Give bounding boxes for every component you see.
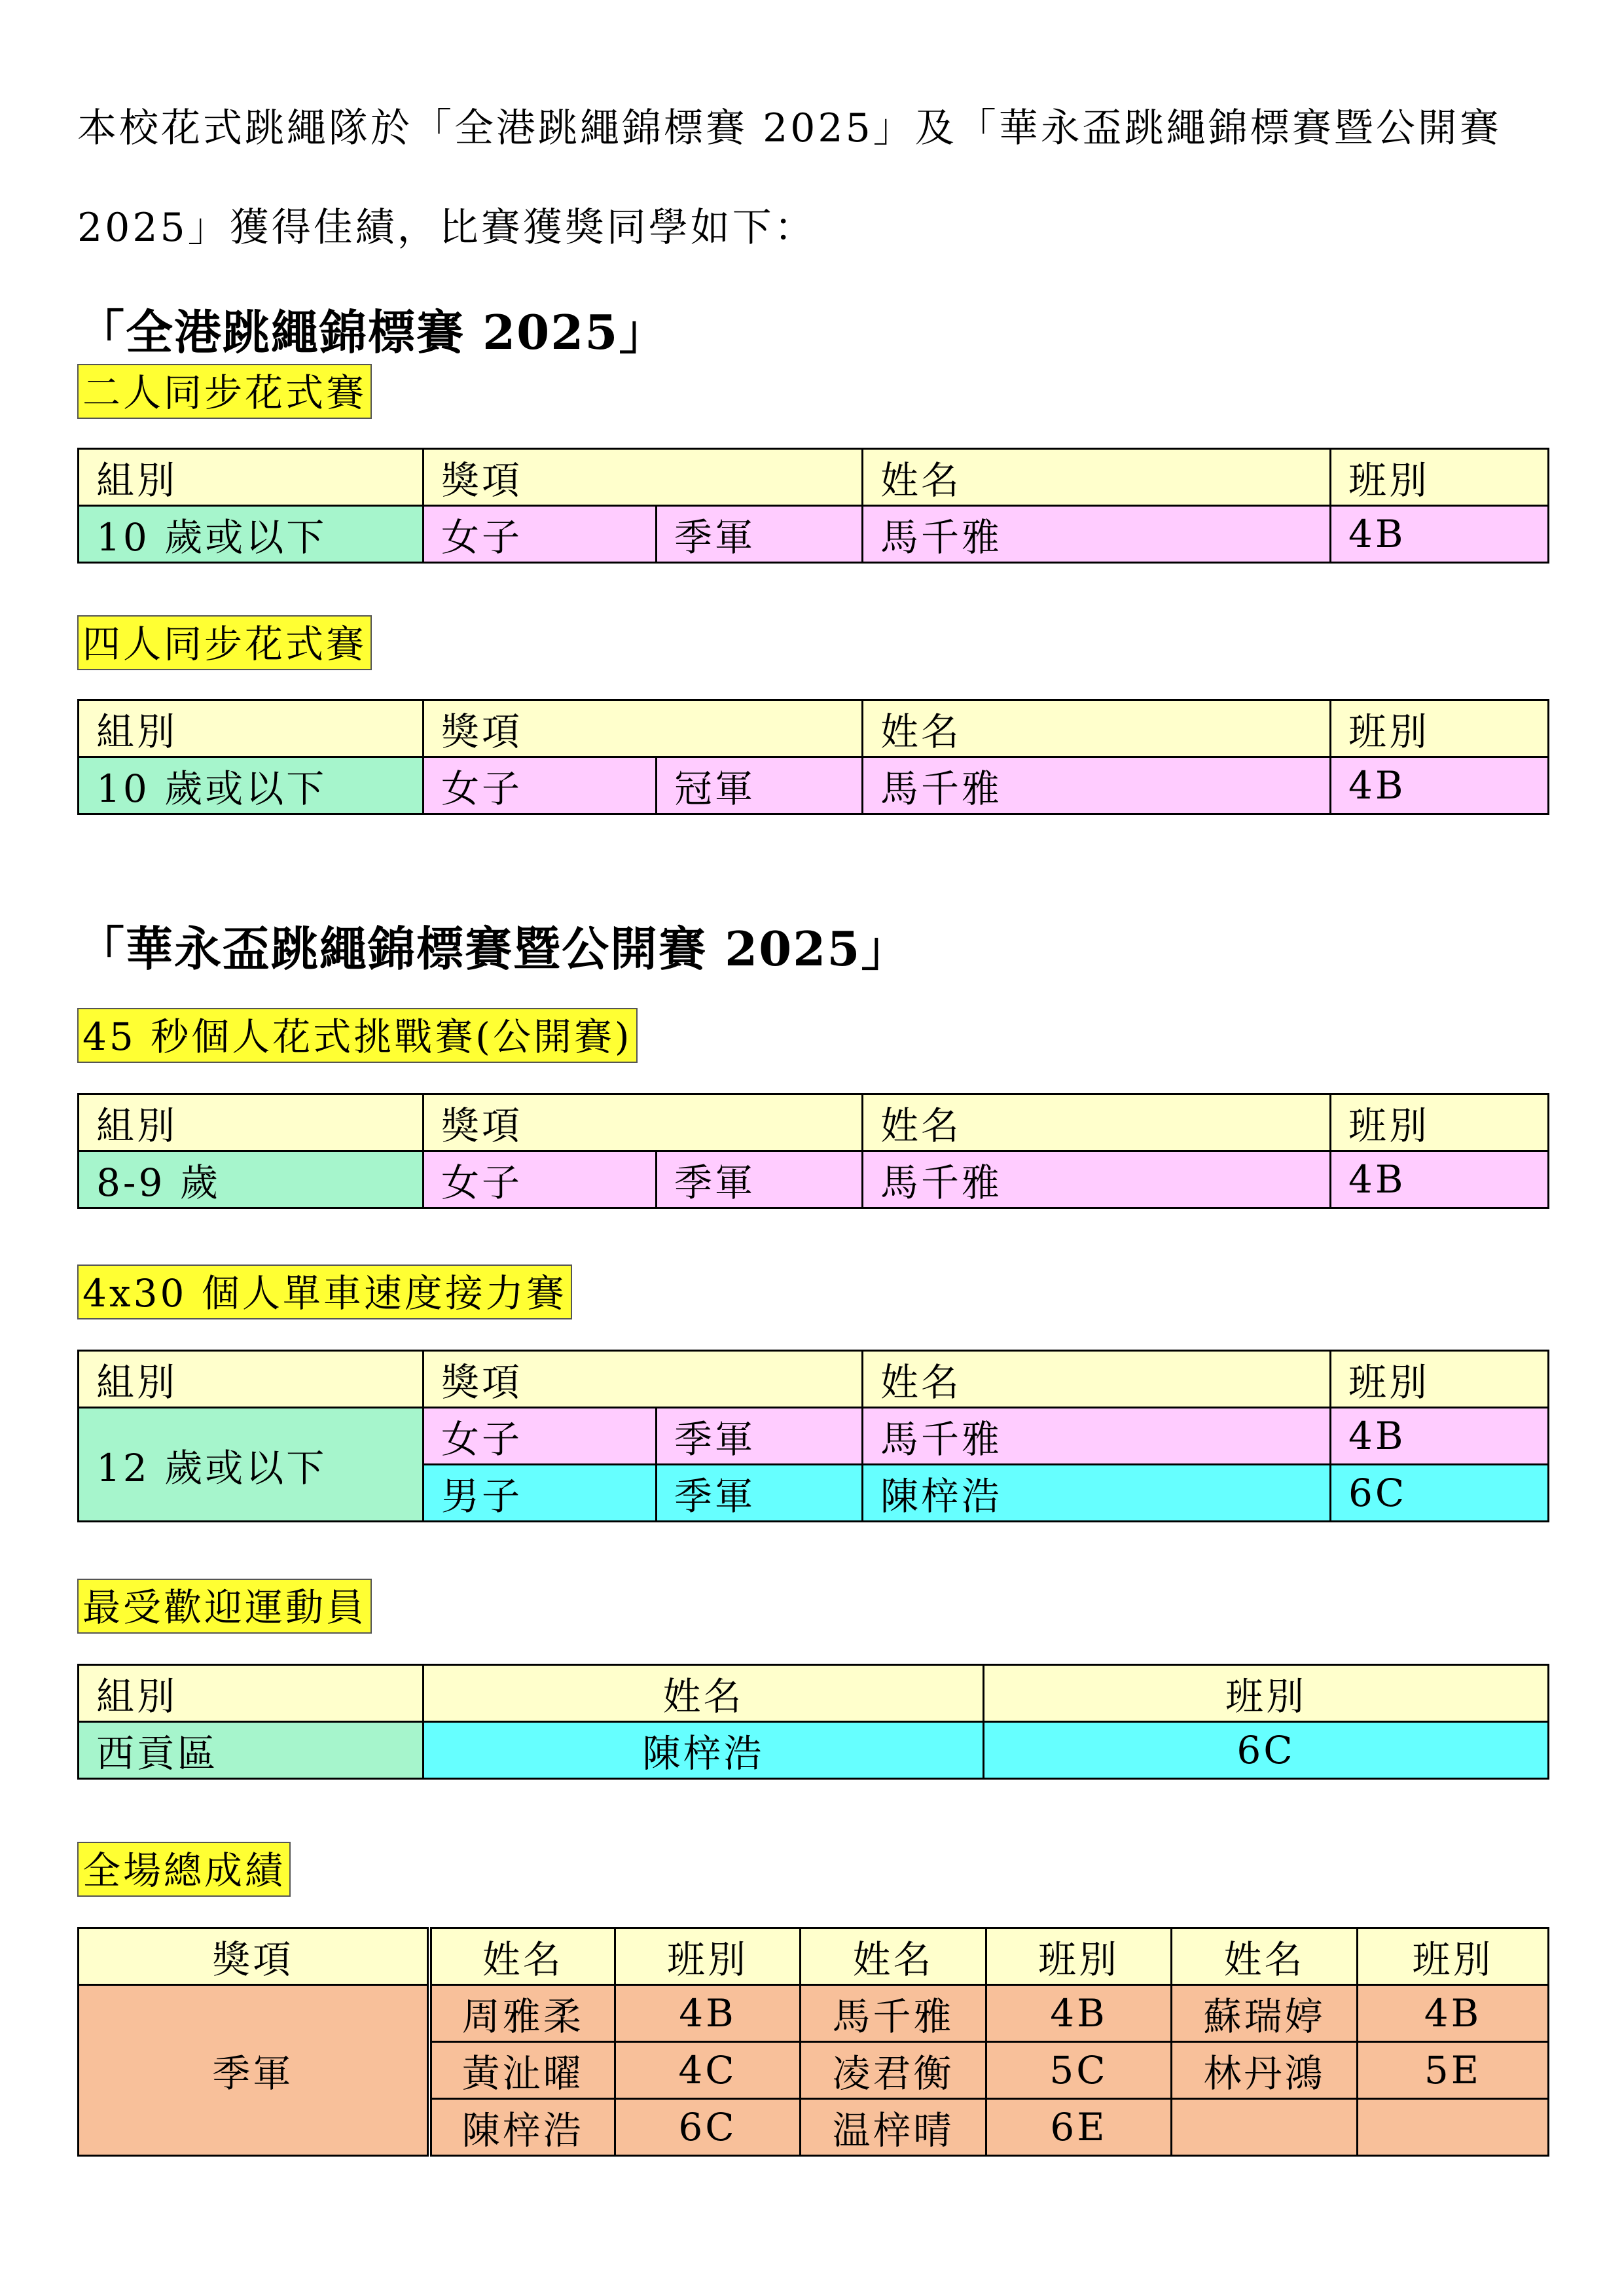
header-class: 班別	[1358, 1928, 1549, 1985]
header-name: 姓名	[863, 1094, 1331, 1151]
table-row	[79, 506, 1549, 563]
cell-group: 8-9 歲	[79, 1151, 424, 1208]
header-award: 獎項	[424, 1351, 863, 1408]
cell-group: 10 歲或以下	[79, 506, 424, 563]
section1-event2-title: 四人同步花式賽	[77, 615, 372, 670]
table-row	[79, 1985, 1549, 2042]
header-class: 班別	[1331, 1094, 1549, 1151]
cell-class: 6C	[1331, 1465, 1549, 1522]
cell-name: 林丹鴻	[1172, 2042, 1358, 2099]
cell-class: 6C	[984, 1722, 1549, 1779]
cell-class: 4C	[615, 2042, 801, 2099]
header-award: 獎項	[424, 700, 863, 757]
section1-event1-table	[77, 448, 1549, 564]
section2-event1-title: 45 秒個人花式挑戰賽(公開賽)	[77, 1008, 638, 1063]
section1-event2-table	[77, 699, 1549, 815]
cell-gender: 女子	[424, 1151, 657, 1208]
cell-award: 季軍	[657, 1151, 863, 1208]
header-award: 獎項	[79, 1928, 429, 1985]
table-header-row	[79, 1665, 1549, 1722]
header-class: 班別	[984, 1665, 1549, 1722]
intro-line-2: 2025」獲得佳績，比賽獲獎同學如下：	[77, 205, 816, 251]
header-name: 姓名	[863, 449, 1331, 506]
cell-name: 周雅柔	[429, 1985, 615, 2042]
header-name: 姓名	[1172, 1928, 1358, 1985]
header-class: 班別	[1331, 700, 1549, 757]
cell-name: 馬千雅	[801, 1985, 986, 2042]
section1-event1-title: 二人同步花式賽	[77, 364, 372, 419]
cell-class-empty	[1358, 2099, 1549, 2156]
cell-name: 馬千雅	[863, 1408, 1331, 1465]
cell-award: 季軍	[657, 506, 863, 563]
table-row	[79, 1722, 1549, 1779]
header-name: 姓名	[429, 1928, 615, 1985]
header-group: 組別	[79, 1665, 424, 1722]
table-header-row	[79, 1928, 1549, 1985]
cell-class: 4B	[1331, 1408, 1549, 1465]
cell-group: 10 歲或以下	[79, 757, 424, 814]
cell-gender: 女子	[424, 1408, 657, 1465]
cell-name: 蘇瑞婷	[1172, 1985, 1358, 2042]
section2-event3-table	[77, 1664, 1549, 1780]
cell-name: 馬千雅	[863, 757, 1331, 814]
cell-gender: 女子	[424, 506, 657, 563]
cell-class: 6E	[986, 2099, 1172, 2156]
cell-group: 西貢區	[79, 1722, 424, 1779]
table-row	[79, 1408, 1549, 1465]
section2-event1-table	[77, 1093, 1549, 1209]
cell-class: 6C	[615, 2099, 801, 2156]
header-name: 姓名	[424, 1665, 984, 1722]
table-header-row	[79, 449, 1549, 506]
cell-name: 馬千雅	[863, 506, 1331, 563]
section2-event3-title: 最受歡迎運動員	[77, 1579, 372, 1634]
cell-name: 馬千雅	[863, 1151, 1331, 1208]
table-header-row	[79, 1351, 1549, 1408]
header-award: 獎項	[424, 1094, 863, 1151]
cell-award: 季軍	[79, 1985, 429, 2156]
header-class: 班別	[1331, 1351, 1549, 1408]
header-name: 姓名	[863, 700, 1331, 757]
header-group: 組別	[79, 1351, 424, 1408]
cell-class: 4B	[1358, 1985, 1549, 2042]
table-row	[79, 1151, 1549, 1208]
header-group: 組別	[79, 449, 424, 506]
cell-class: 5E	[1358, 2042, 1549, 2099]
table-header-row	[79, 700, 1549, 757]
table-header-row	[79, 1094, 1549, 1151]
cell-award: 冠軍	[657, 757, 863, 814]
cell-class: 4B	[1331, 506, 1549, 563]
header-award: 獎項	[424, 449, 863, 506]
cell-gender: 男子	[424, 1465, 657, 1522]
cell-group: 12 歲或以下	[79, 1408, 424, 1522]
cell-name: 陳梓浩	[863, 1465, 1331, 1522]
header-class: 班別	[1331, 449, 1549, 506]
cell-gender: 女子	[424, 757, 657, 814]
header-group: 組別	[79, 700, 424, 757]
cell-name: 黃沚曜	[429, 2042, 615, 2099]
cell-name-empty	[1172, 2099, 1358, 2156]
cell-class: 4B	[986, 1985, 1172, 2042]
header-class: 班別	[986, 1928, 1172, 1985]
cell-name: 凌君衡	[801, 2042, 986, 2099]
header-group: 組別	[79, 1094, 424, 1151]
section2-title: 「華永盃跳繩錦標賽暨公開賽 2025」	[77, 921, 910, 977]
cell-class: 4B	[1331, 757, 1549, 814]
section2-event2-table	[77, 1350, 1549, 1522]
header-class: 班別	[615, 1928, 801, 1985]
header-name: 姓名	[801, 1928, 986, 1985]
cell-name: 温梓晴	[801, 2099, 986, 2156]
cell-class: 4B	[1331, 1151, 1549, 1208]
section2-event4-title: 全場總成績	[77, 1842, 291, 1897]
overall-results-table	[77, 1927, 1549, 2157]
table-row	[79, 757, 1549, 814]
cell-class: 5C	[986, 2042, 1172, 2099]
cell-award: 季軍	[657, 1465, 863, 1522]
cell-award: 季軍	[657, 1408, 863, 1465]
cell-name: 陳梓浩	[429, 2099, 615, 2156]
intro-line-1: 本校花式跳繩隊於「全港跳繩錦標賽 2025」及「華永盃跳繩錦標賽暨公開賽	[77, 105, 1502, 151]
section1-title: 「全港跳繩錦標賽 2025」	[77, 304, 668, 360]
header-name: 姓名	[863, 1351, 1331, 1408]
cell-class: 4B	[615, 1985, 801, 2042]
section2-event2-title: 4x30 個人單車速度接力賽	[77, 1265, 572, 1319]
cell-name: 陳梓浩	[424, 1722, 984, 1779]
